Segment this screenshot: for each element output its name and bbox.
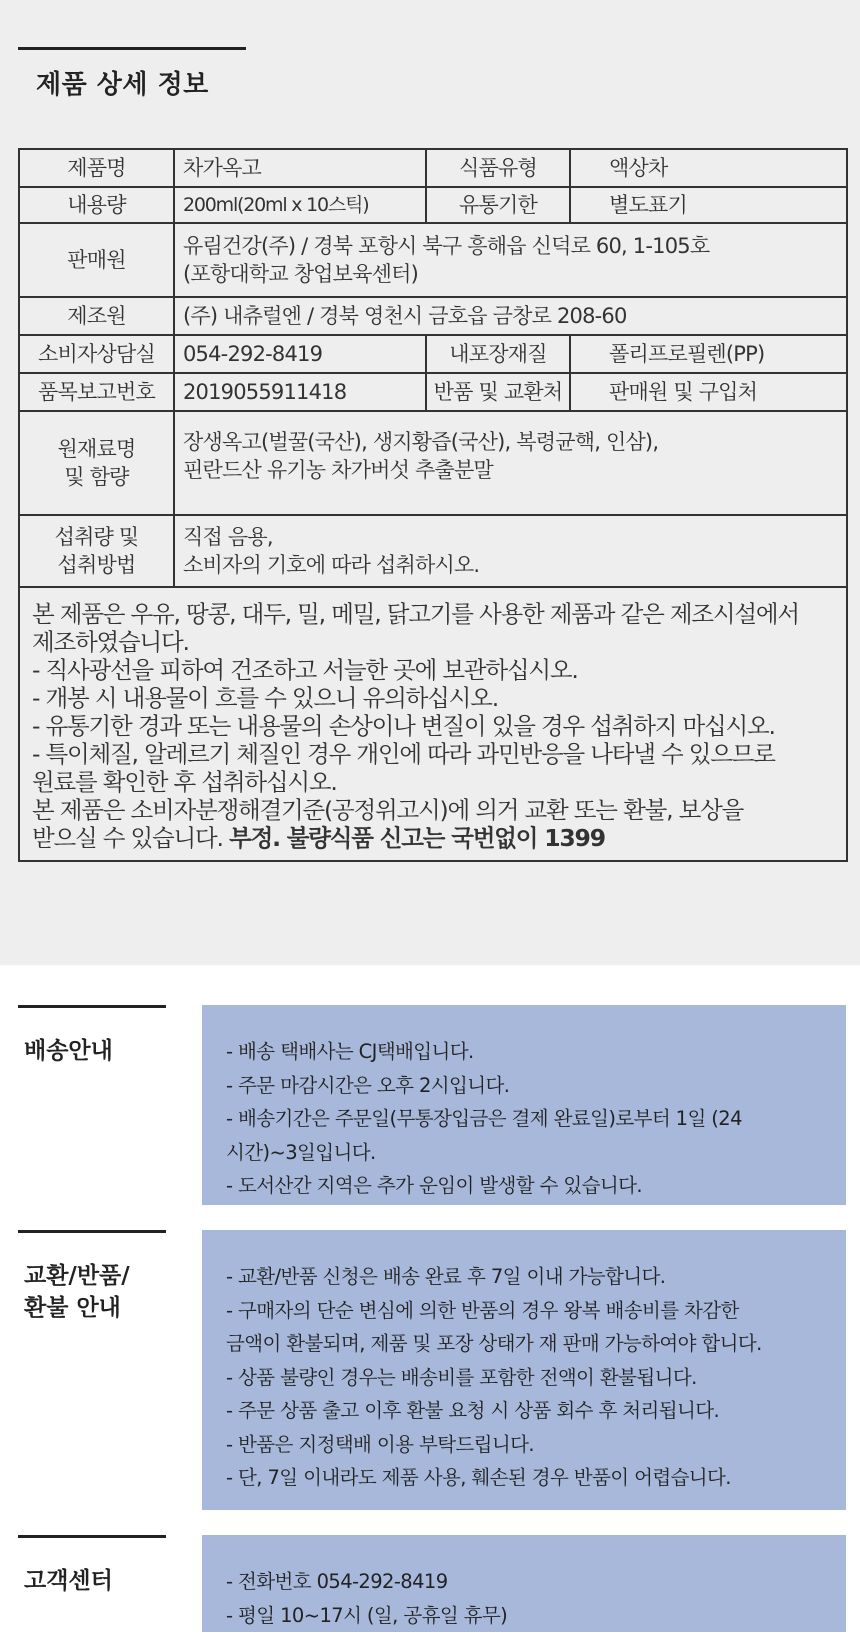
returns-label-line: 교환/반품/ [24,1263,130,1289]
report-number-label: 품목보고번호 [19,373,174,411]
intake-line: 소비자의 기호에 따라 섭취하시오. [183,553,480,577]
customer-center-label: 고객센터 [24,1568,113,1594]
notice-line-last [32,824,836,852]
notice-line: - 유통기한 경과 또는 내용물의 손상이나 변질이 있을 경우 섭취하지 마십시오. [32,712,775,740]
ingredients-label [19,411,174,515]
table-row [19,223,847,297]
intake-value [174,515,847,587]
returns-line: - 주문 상품 출고 이후 환불 요청 시 상품 회수 후 처리됩니다. [226,1399,720,1422]
product-name-label: 제품명 [19,149,174,187]
intake-line: 직접 음용, [183,525,273,549]
shipping-line: - 주문 마감시간은 오후 2시입니다. [226,1073,510,1097]
notice-text [19,587,847,861]
shipping-line: - 배송기간은 주문일(무통장입금은 결제 완료일)로부터 1일 (24 [226,1107,742,1130]
packaging-value: 폴리프로필렌(PP) [570,335,847,373]
notice-line: 제조하였습니다. [32,628,189,656]
notice-last-plain: 받으실 수 있습니다. [32,824,230,852]
section-rule [18,1535,166,1538]
ingredients-line: 핀란드산 유기농 차가버섯 추출분말 [183,458,493,482]
shipping-section [0,1005,860,1205]
shipping-label: 배송안내 [24,1038,113,1064]
consumer-center-label: 소비자상담실 [19,335,174,373]
product-info-table [18,148,848,862]
returns-line: - 반품은 지정택배 이용 부탁드립니다. [226,1432,534,1456]
seller-label: 판매원 [19,223,174,297]
intake-label [19,515,174,587]
report-hotline: 부정. 불량식품 신고는 국번없이 1399 [229,824,605,852]
table-row [19,187,847,223]
returns-label [24,1260,184,1324]
returns-line: - 상품 불량인 경우는 배송비를 포함한 전액이 환불됩니다. [226,1365,697,1389]
table-row [19,373,847,411]
table-row [19,411,847,515]
shipping-line: - 도서산간 지역은 추가 운임이 발생할 수 있습니다. [226,1174,642,1197]
product-name-value: 차가옥고 [174,149,426,187]
returns-line: - 단, 7일 이내라도 제품 사용, 훼손된 경우 반품이 어렵습니다. [226,1466,731,1489]
customer-center-section [0,1535,860,1632]
customer-center-box [202,1535,846,1632]
page-title: 제품 상세 정보 [36,70,209,100]
returns-line: - 구매자의 단순 변심에 의한 반품의 경우 왕복 배송비를 차감한 [226,1298,739,1322]
ingredients-label-line: 원재료명 [57,437,136,461]
notice-line: 원료를 확인한 후 섭취하십시오. [32,768,337,796]
returns-line: - 교환/반품 신청은 배송 완료 후 7일 이내 가능합니다. [226,1265,666,1288]
notice-line: 본 제품은 소비자분쟁해결기준(공정위고시)에 의거 교환 또는 환불, 보상을 [32,796,744,824]
packaging-label: 내포장재질 [426,335,570,373]
volume-label: 내용량 [19,187,174,223]
table-row [19,515,847,587]
ingredients-line: 장생옥고(벌꿀(국산), 생지황즙(국산), 복령균핵, 인삼), [183,430,659,454]
returns-line: 금액이 환불되며, 제품 및 포장 상태가 재 판매 가능하여야 합니다. [226,1332,762,1355]
consumer-center-value: 054-292-8419 [174,335,426,373]
table-row [19,335,847,373]
food-type-value: 액상차 [570,149,847,187]
ingredients-value [174,411,847,515]
table-row [19,297,847,335]
section-rule [18,1005,166,1008]
report-number-value: 2019055911418 [174,373,426,411]
food-type-label: 식품유형 [426,149,570,187]
intake-label-line: 섭취방법 [57,553,136,577]
shipping-line: 시간)~3일입니다. [226,1140,376,1164]
seller-line: (포항대학교 창업보육센터) [183,262,419,286]
title-rule [18,47,246,50]
manufacturer-value: (주) 내츄럴엔 / 경북 영천시 금호읍 금창로 208-60 [174,297,847,335]
seller-value [174,223,847,297]
returns-section [0,1230,860,1510]
shipping-line: - 배송 택배사는 CJ택배입니다. [226,1040,474,1063]
returns-label-line: 환불 안내 [24,1295,121,1321]
notice-line: 본 제품은 우유, 땅콩, 대두, 밀, 메밀, 닭고기를 사용한 제품과 같은 제조시설에서 [32,600,799,628]
returns-box [202,1230,846,1510]
manufacturer-label: 제조원 [19,297,174,335]
notice-line: - 직사광선을 피하여 건조하고 서늘한 곳에 보관하십시오. [32,656,578,684]
expiry-label: 유통기한 [426,187,570,223]
table-row [19,587,847,861]
section-rule [18,1230,166,1233]
ingredients-label-line: 및 함량 [64,465,129,489]
expiry-value: 별도표기 [570,187,847,223]
notice-line: - 특이체질, 알레르기 체질인 경우 개인에 따라 과민반응을 나타낼 수 있으므로 [32,740,775,768]
return-place-label: 반품 및 교환처 [426,373,570,411]
notice-line: - 개봉 시 내용물이 흐를 수 있으니 유의하십시오. [32,684,498,712]
volume-value: 200ml(20ml x 10스틱) [174,187,426,223]
seller-line: 유림건강(주) / 경북 포항시 북구 흥해읍 신덕로 60, 1-105호 [183,234,710,258]
return-place-value: 판매원 및 구입처 [570,373,847,411]
shipping-box [202,1005,846,1205]
intake-label-line: 섭취량 및 [54,525,139,549]
customer-center-line: - 평일 10~17시 (일, 공휴일 휴무) [226,1603,508,1627]
customer-center-line: - 전화번호 054-292-8419 [226,1570,448,1593]
table-row [19,149,847,187]
